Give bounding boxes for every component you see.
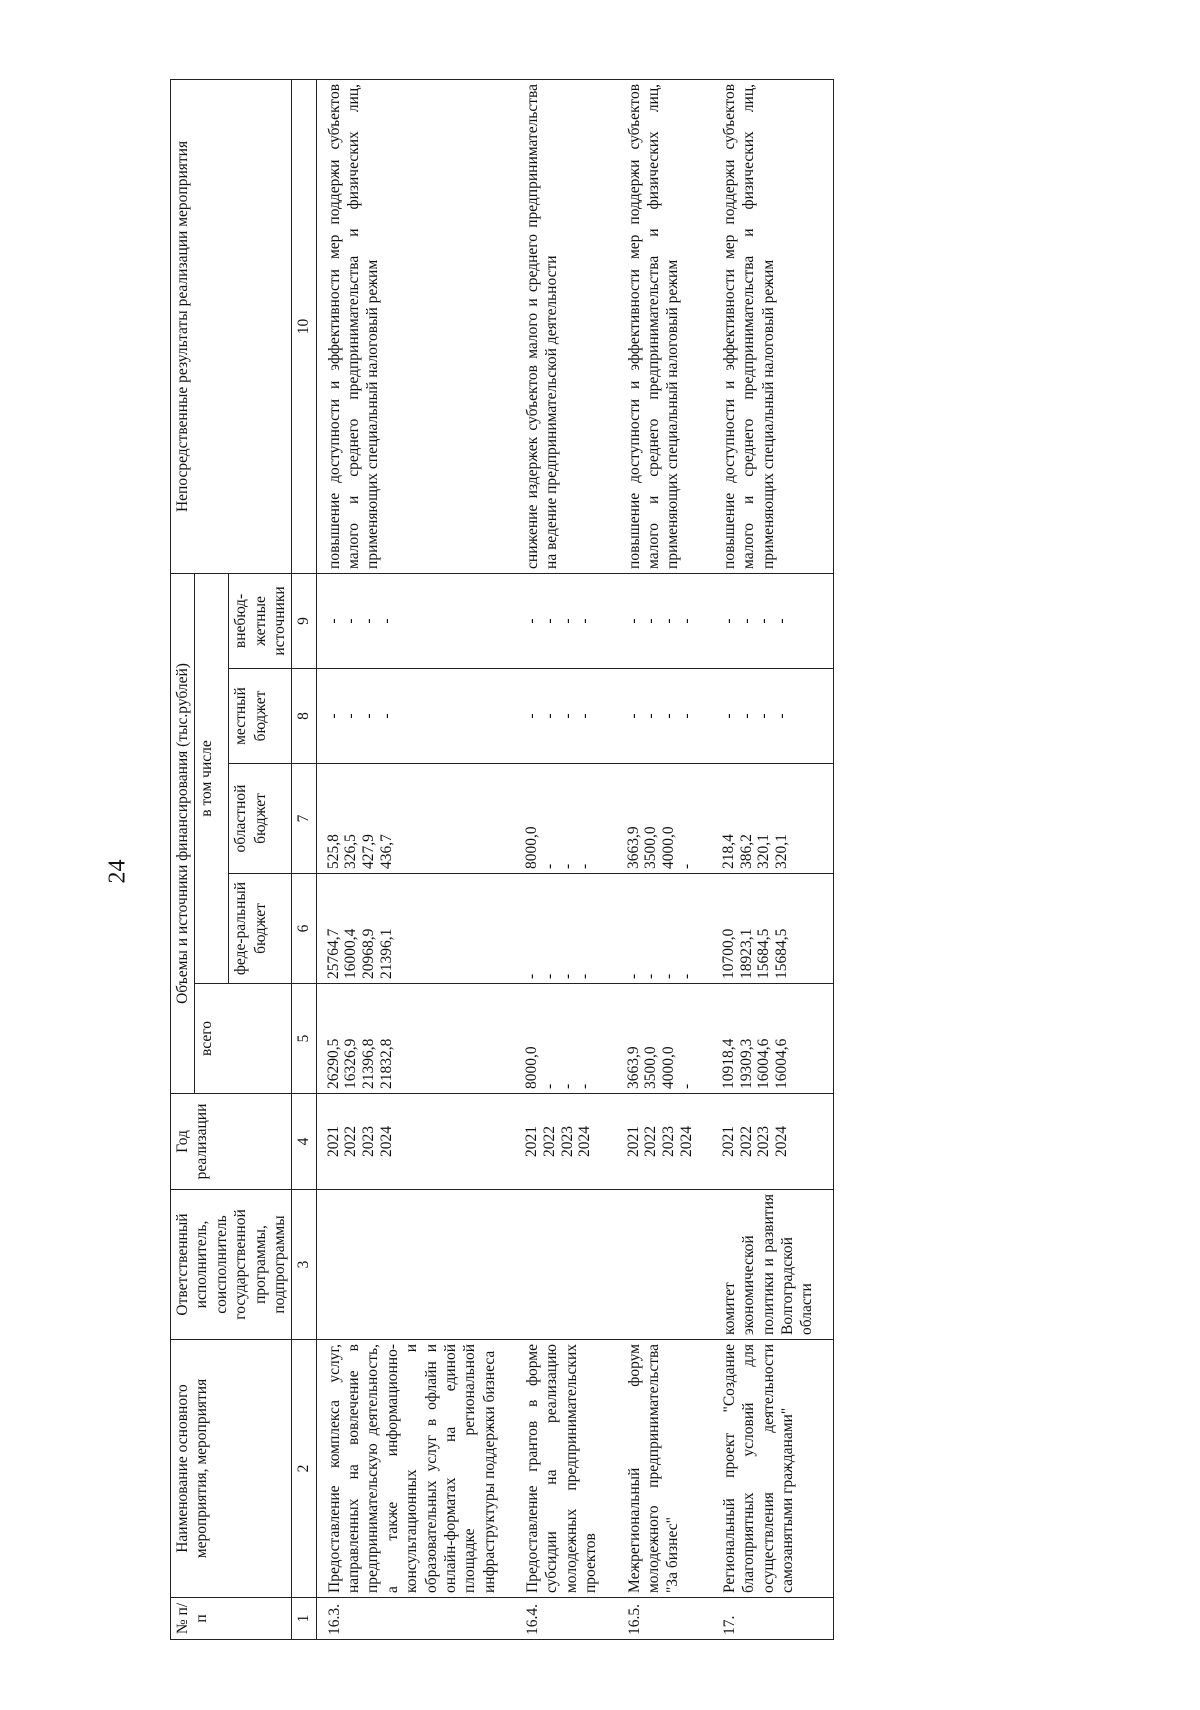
federal-value: 15684,5 — [773, 928, 791, 979]
header-regional: областной бюджет — [229, 764, 292, 874]
local-value: - — [773, 713, 791, 719]
local-value: - — [540, 713, 558, 719]
row-number: 16.4. — [515, 1598, 617, 1640]
years — [617, 1094, 712, 1190]
measure-name: Предоставление грантов в форме субсидии на реализацию молодежных предпринимательских проектов — [515, 1340, 617, 1598]
local-value: - — [360, 713, 378, 719]
column-number: 5 — [292, 984, 316, 1094]
offbudget-value: - — [360, 618, 378, 624]
column-number: 10 — [292, 79, 316, 573]
table-row — [316, 79, 515, 1639]
total-value: - — [576, 1083, 594, 1089]
year: 2023 — [755, 1126, 773, 1157]
total-values — [712, 984, 833, 1094]
offbudget-value: - — [378, 618, 396, 624]
total-values — [515, 984, 617, 1094]
column-number: 6 — [292, 874, 316, 984]
total-value: - — [540, 1083, 558, 1089]
offbudget-values — [316, 573, 515, 668]
offbudget-values — [617, 573, 712, 668]
year: 2023 — [660, 1126, 678, 1157]
year: 2024 — [378, 1126, 396, 1157]
regional-value: 320,1 — [755, 834, 773, 869]
total-value: 10918,4 — [719, 1038, 737, 1089]
total-value: 26290,5 — [324, 1038, 342, 1089]
offbudget-value: - — [558, 618, 576, 624]
regional-values — [316, 764, 515, 874]
regional-values — [712, 764, 833, 874]
total-value: 16004,6 — [755, 1038, 773, 1089]
offbudget-value: - — [755, 618, 773, 624]
federal-value: - — [558, 973, 576, 979]
year: 2022 — [737, 1126, 755, 1157]
local-value: - — [576, 713, 594, 719]
row-number: 17. — [712, 1598, 833, 1640]
header-local: местный бюджет — [229, 669, 292, 764]
year: 2022 — [642, 1126, 660, 1157]
results: снижение издержек субъектов малого и среднего предпринимательства на ведение предпринимательской деятельности — [515, 79, 617, 573]
year: 2022 — [540, 1126, 558, 1157]
local-value: - — [755, 713, 773, 719]
total-value: 21832,8 — [378, 1038, 396, 1089]
header-year: Год реализации — [171, 1094, 292, 1190]
results: повышение доступности и эффективности мер поддержи субъектов малого и среднего предпринимательства и физических лиц, применяющих специальный налоговый режим — [712, 79, 833, 573]
regional-value: 320,1 — [773, 834, 791, 869]
executor: комитет экономической политики и развития Волгоградской области — [712, 1190, 833, 1340]
offbudget-value: - — [624, 618, 642, 624]
regional-value: - — [558, 863, 576, 869]
offbudget-value: - — [342, 618, 360, 624]
header-name: Наименование основного мероприятия, мероприятия — [171, 1340, 292, 1598]
total-value: 21396,8 — [360, 1038, 378, 1089]
years — [712, 1094, 833, 1190]
funding-table — [170, 79, 834, 1640]
total-value: 3500,0 — [642, 1046, 660, 1089]
federal-value: - — [660, 973, 678, 979]
local-value: - — [624, 713, 642, 719]
table-row — [617, 79, 712, 1639]
federal-value: - — [576, 973, 594, 979]
offbudget-value: - — [773, 618, 791, 624]
column-number: 1 — [292, 1598, 316, 1640]
year: 2021 — [719, 1126, 737, 1157]
federal-value: - — [677, 973, 695, 979]
regional-value: 386,2 — [737, 834, 755, 869]
local-value: - — [677, 713, 695, 719]
offbudget-values — [712, 573, 833, 668]
regional-value: 3500,0 — [642, 826, 660, 869]
federal-value: 16000,4 — [342, 928, 360, 979]
federal-value: 21396,1 — [378, 928, 396, 979]
total-value: - — [558, 1083, 576, 1089]
regional-value: - — [540, 863, 558, 869]
executor — [617, 1190, 712, 1340]
year: 2022 — [342, 1126, 360, 1157]
regional-value: 525,8 — [324, 834, 342, 869]
years — [515, 1094, 617, 1190]
total-values — [617, 984, 712, 1094]
total-value: - — [677, 1083, 695, 1089]
local-value: - — [523, 713, 540, 719]
year: 2024 — [677, 1126, 695, 1157]
year: 2024 — [576, 1126, 594, 1157]
local-value: - — [324, 713, 342, 719]
column-number-row — [292, 79, 316, 1639]
regional-value: 326,5 — [342, 834, 360, 869]
total-value: 19309,3 — [737, 1038, 755, 1089]
column-number: 8 — [292, 669, 316, 764]
regional-value: - — [576, 863, 594, 869]
total-value: 4000,0 — [660, 1046, 678, 1089]
federal-value: 15684,5 — [755, 928, 773, 979]
table-row — [515, 79, 617, 1639]
executor — [515, 1190, 617, 1340]
table-row — [712, 79, 833, 1639]
measure-name: Региональный проект "Создание благоприятных условий для осуществления деятельности самозанятыми гражданами" — [712, 1340, 833, 1598]
header-total: всего — [195, 984, 292, 1094]
year: 2024 — [773, 1126, 791, 1157]
regional-values — [515, 764, 617, 874]
offbudget-value: - — [719, 618, 737, 624]
regional-value: 427,9 — [360, 834, 378, 869]
year: 2021 — [523, 1126, 540, 1157]
local-value: - — [719, 713, 737, 719]
local-value: - — [342, 713, 360, 719]
row-number: 16.3. — [316, 1598, 515, 1640]
regional-value: 8000,0 — [523, 826, 540, 869]
total-value: 16004,6 — [773, 1038, 791, 1089]
federal-value: - — [624, 973, 642, 979]
results: повышение доступности и эффективности мер поддержи субъектов малого и среднего предпринимательства и физических лиц, применяющих специальный налоговый режим — [617, 79, 712, 573]
total-value: 3663,9 — [624, 1046, 642, 1089]
federal-values — [617, 874, 712, 984]
total-value: 16326,9 — [342, 1038, 360, 1089]
header-funding: Объемы и источники финансирования (тыс.рублей) — [171, 573, 195, 1093]
column-number: 3 — [292, 1190, 316, 1340]
regional-value: 3663,9 — [624, 826, 642, 869]
header-offbudget: внебюд-жетные источники — [229, 573, 292, 668]
local-value: - — [378, 713, 396, 719]
header-executor: Ответственный исполнитель, соисполнитель государственной программы, подпрограммы — [171, 1190, 292, 1340]
regional-value: 218,4 — [719, 834, 737, 869]
federal-value: - — [523, 973, 540, 979]
page-number: 24 — [104, 859, 131, 884]
local-value: - — [737, 713, 755, 719]
header-federal: феде-ральный бюджет — [229, 874, 292, 984]
header-including: в том числе — [195, 573, 229, 983]
header-no: № п/п — [171, 1598, 292, 1640]
federal-values — [712, 874, 833, 984]
local-value: - — [558, 713, 576, 719]
federal-value: - — [540, 973, 558, 979]
offbudget-value: - — [660, 618, 678, 624]
total-value: 8000,0 — [523, 1046, 540, 1089]
rotated-table-container — [170, 80, 990, 1640]
local-value: - — [642, 713, 660, 719]
regional-value: - — [677, 863, 695, 869]
year: 2021 — [624, 1126, 642, 1157]
years — [316, 1094, 515, 1190]
regional-values — [617, 764, 712, 874]
local-values — [617, 669, 712, 764]
offbudget-value: - — [523, 618, 540, 624]
offbudget-value: - — [642, 618, 660, 624]
row-number: 16.5. — [617, 1598, 712, 1640]
regional-value: 436,7 — [378, 834, 396, 869]
federal-value: 25764,7 — [324, 928, 342, 979]
local-values — [316, 669, 515, 764]
column-number: 4 — [292, 1094, 316, 1190]
column-number: 9 — [292, 573, 316, 668]
offbudget-values — [515, 573, 617, 668]
offbudget-value: - — [576, 618, 594, 624]
federal-value: 18923,1 — [737, 928, 755, 979]
results: повышение доступности и эффективности мер поддержи субъектов малого и среднего предпринимательства и физических лиц, применяющих специальный налоговый режим — [316, 79, 515, 573]
federal-value: - — [642, 973, 660, 979]
year: 2023 — [360, 1126, 378, 1157]
column-number: 7 — [292, 764, 316, 874]
local-values — [712, 669, 833, 764]
federal-value: 10700,0 — [719, 928, 737, 979]
federal-value: 20968,9 — [360, 928, 378, 979]
federal-values — [515, 874, 617, 984]
offbudget-value: - — [677, 618, 695, 624]
local-value: - — [660, 713, 678, 719]
local-values — [515, 669, 617, 764]
federal-values — [316, 874, 515, 984]
total-values — [316, 984, 515, 1094]
year: 2021 — [324, 1126, 342, 1157]
offbudget-value: - — [737, 618, 755, 624]
column-number: 2 — [292, 1340, 316, 1598]
measure-name: Межрегиональный форум молодежного предпринимательства "За бизнес" — [617, 1340, 712, 1598]
measure-name: Предоставление комплекса услуг, направленных на вовлечение в предпринимательскую деятельность, а также информационно-консультационных и образовательных услуг в офлайн и онлайн-форматах на единой площадке региональной инфраструктуры поддержки бизнеса — [316, 1340, 515, 1598]
header-results: Непосредственные результаты реализации мероприятия — [171, 79, 292, 573]
offbudget-value: - — [324, 618, 342, 624]
year: 2023 — [558, 1126, 576, 1157]
regional-value: 4000,0 — [660, 826, 678, 869]
executor — [316, 1190, 515, 1340]
offbudget-value: - — [540, 618, 558, 624]
